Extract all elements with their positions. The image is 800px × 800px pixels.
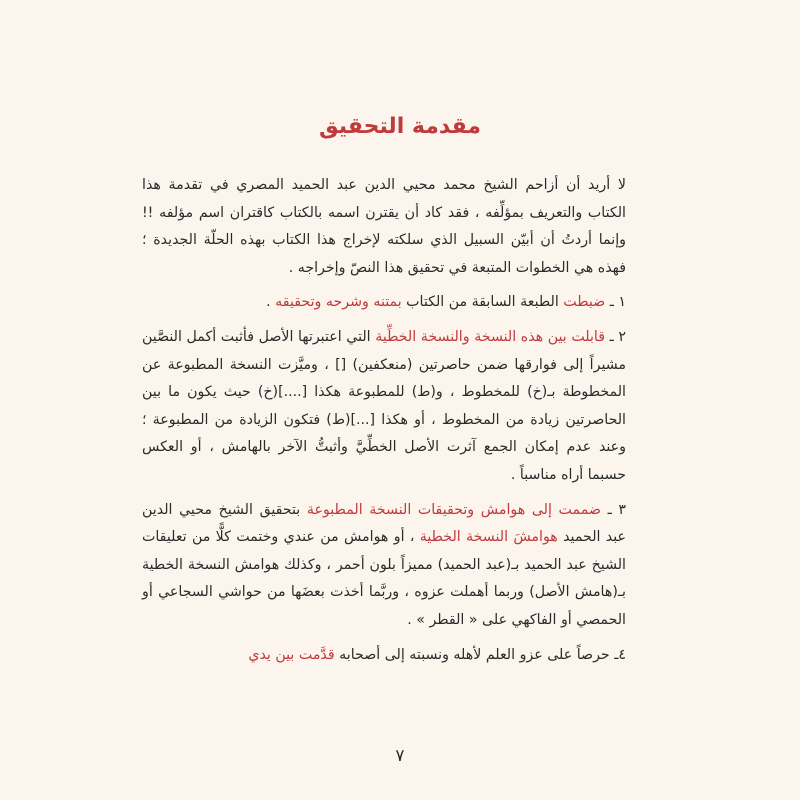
item-1-lead: ضبطت <box>563 294 606 311</box>
list-item-3 <box>142 497 626 635</box>
list-item-1 <box>142 289 626 317</box>
item-3-lead: ضممت إلى هوامش وتحقيقات النسخة المطبوعة <box>306 501 601 518</box>
item-3-number: ٣ ـ <box>600 501 626 518</box>
item-1-number: ١ ـ <box>605 294 626 311</box>
item-1-rest: . <box>266 294 276 311</box>
list-item-2 <box>142 324 626 490</box>
list-item-4 <box>142 642 626 670</box>
item-1-lead2: بمتنه وشرحه وتحقيقه <box>275 294 402 311</box>
item-3-rest: ، أو هوامش من عندي وختمت كلًّا من تعليقات الشيخ عبد الحميد بـ(عبد الحميد) مميزاً بلون أحمر ، وكذلك هوامش النسخة الخطية بـ(هامش الأصل) وربما أهملت عزوه ، وربَّما أخذت بعضَها من حواشي السجاعي أو الحمصي أو الفاكهي على « القطر » . <box>142 529 626 628</box>
item-3-mid: بتحقيق الشيخ محيي الدين عبد الحميد <box>142 501 626 546</box>
item-2-number: ٢ ـ <box>605 328 627 345</box>
body-text <box>142 172 626 669</box>
page-number: ٧ <box>395 746 405 766</box>
page-heading: مقدمة التحقيق <box>318 114 482 139</box>
item-2-rest: التي اعتبرتها الأصل فأثبت أكمل النصَّين مشيراً إلى فوارقها ضمن حاصرتين (منعكفين) [] ، وميَّزت النسخة المطبوعة عن المخطوطة بـ(خ) للمخطوط ، و(ط) للمطبوعة هكذا [....](خ) حيث يكون ما بين الحاصرتين زيادة من المخطوط ، أو هكذا [...](ط) فتكون الزيادة من المطبوعة ؛ وعند عدم إمكان الجمع آثرت الأصل الخطِّيَّ وأثبتُّ الآخر بالهامش ، أو العكس حسبما أراه مناسباً . <box>142 328 626 483</box>
item-1-mid: الطبعة السابقة من الكتاب <box>401 294 564 311</box>
intro-paragraph: لا أريد أن أزاحم الشيخ محمد محيي الدين عبد الحميد المصري في تقدمة هذا الكتاب والتعريف بمؤلِّفه ، فقد كاد أن يقترن اسمه بالكتاب كاقتران اسم مؤلفه !! وإنما أردتُ أن أبيّن السبيل الذي سلكته لإخراج هذا الكتاب بهذه الحلّة الجديدة ؛ فهذه هي الخطوات المتبعة في تحقيق هذا النصّ وإخراجه . <box>142 177 626 276</box>
item-4-number: ٤ـ <box>609 646 626 663</box>
item-3-lead2: هوامشَ النسخة الخطية <box>419 529 558 546</box>
item-4-lead2: قدَّمت بين يدي <box>248 646 335 663</box>
item-2-lead: قابلت بين هذه النسخة والنسخة الخطِّية <box>375 328 606 345</box>
item-4-mid: حرصاً على عزو العلم لأهله ونسبته إلى أصحابه <box>334 646 610 663</box>
